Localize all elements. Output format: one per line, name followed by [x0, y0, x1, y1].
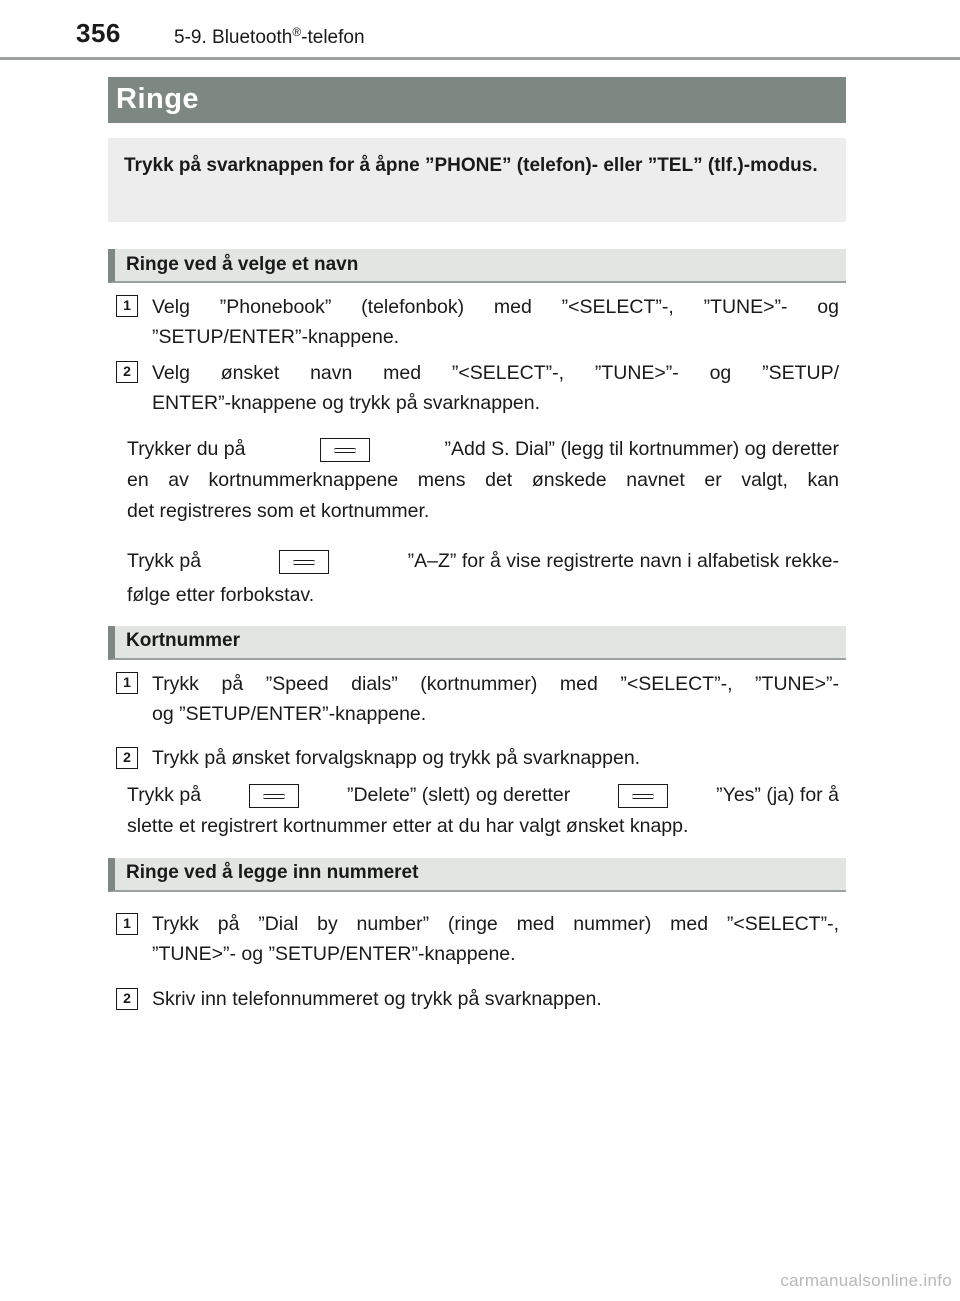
- section-reference: 5-9. Bluetooth®-telefon: [174, 25, 365, 48]
- watermark: carmanualsonline.info: [780, 1271, 952, 1290]
- note-a-z: Trykk på ”A–Z” for å vise registrerte navn i alfabetisk rekke- følge etter forbokstav.: [127, 550, 839, 606]
- step-number: 1: [116, 672, 138, 694]
- step-text: Skriv inn telefonnummeret og trykk på svarknappen.: [152, 988, 602, 1010]
- step-number: 2: [116, 747, 138, 769]
- step-text: Velg ”Phonebook” (telefonbok) med ”<SELECT”-, ”TUNE>”- og ”SETUP/ENTER”-knappene.: [152, 296, 839, 348]
- steering-switch-button-icon: [279, 550, 329, 574]
- step-text: Trykk på ønsket forvalgsknapp og trykk på svarknappen.: [152, 747, 641, 769]
- subheading-dial-number: Ringe ved å legge inn nummeret: [126, 862, 419, 883]
- steering-switch-button-icon: [320, 438, 370, 462]
- subheading-call-by-name: Ringe ved å velge et navn: [126, 254, 359, 275]
- step-number: 1: [116, 295, 138, 317]
- step-number: 2: [116, 361, 138, 383]
- step-text: Velg ønsket navn med ”<SELECT”-, ”TUNE>”- og ”SETUP/ ENTER”-knappene og trykk på svarknappen.: [152, 362, 839, 414]
- page-number: 356: [76, 18, 121, 48]
- subheading-speed-dial: Kortnummer: [126, 630, 241, 651]
- title-banner: [108, 77, 846, 123]
- header-rule: [0, 57, 960, 60]
- steering-switch-button-icon: [618, 784, 668, 808]
- intro-text: Trykk på svarknappen for å åpne ”PHONE” (telefon)- eller ”TEL” (tlf.)-modus.: [124, 155, 818, 176]
- step-text: Trykk på ”Dial by number” (ringe med nummer) med ”<SELECT”-, ”TUNE>”- og ”SETUP/ENTER”-knappene.: [152, 913, 839, 965]
- step-text: Trykk på ”Speed dials” (kortnummer) med ”<SELECT”-, ”TUNE>”- og ”SETUP/ENTER”-knappene.: [152, 673, 839, 725]
- page-title: Ringe: [116, 83, 200, 115]
- note-add-speed-dial: Trykker du på ”Add S. Dial” (legg til kortnummer) og deretter en av kortnummerknappene mens det ønskede navnet er valgt, kan det registreres som et kortnummer.: [127, 438, 839, 522]
- note-delete: Trykk på ”Delete” (slett) og deretter ”Yes” (ja) for å slette et registrert kortnummer etter at du har valgt ønsket knapp.: [127, 784, 839, 837]
- step-number: 2: [116, 988, 138, 1010]
- step-number: 1: [116, 913, 138, 935]
- steering-switch-button-icon: [249, 784, 299, 808]
